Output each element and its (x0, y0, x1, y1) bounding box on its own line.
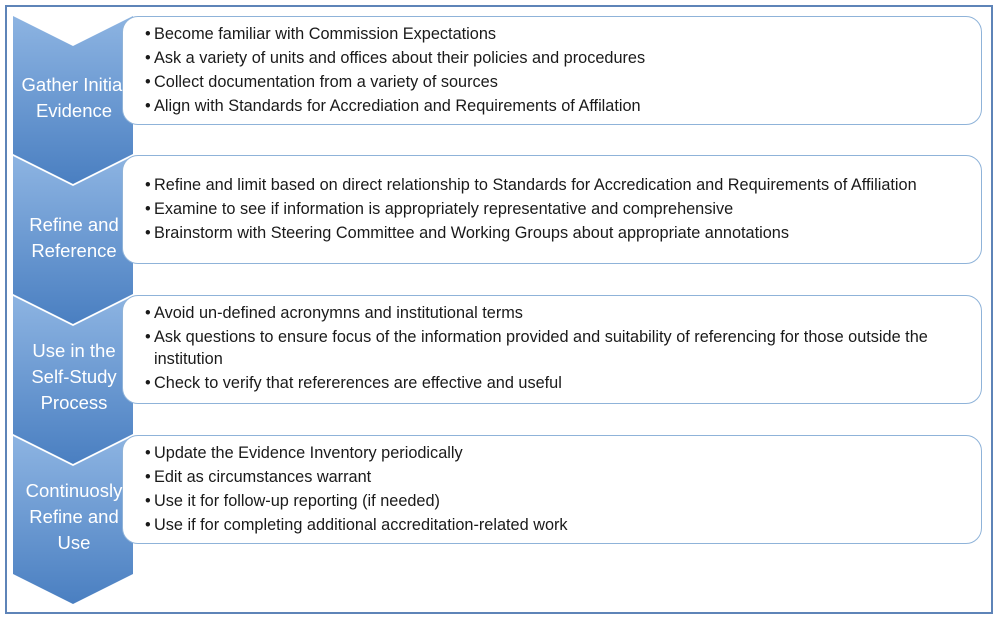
step-3-box (122, 295, 982, 404)
step-2-bullets (145, 174, 973, 244)
bullet-item: • Collect documentation from a variety of sources (145, 71, 973, 93)
step-2-box (122, 155, 982, 264)
step-3-label: Use in the Self-Study Process (31, 340, 117, 413)
step-1-bullets (145, 23, 973, 117)
bullet-item: • Update the Evidence Inventory periodically (145, 442, 973, 464)
bullet-item: • Align with Standards for Accrediation and Requirements of Affilation (145, 95, 973, 117)
bullet-item: • Become familiar with Commission Expectations (145, 23, 973, 45)
step-4-label: Continuosly Refine and Use (25, 480, 123, 553)
step-1-box (122, 16, 982, 125)
bullet-item: • Avoid un-defined acronymns and institutional terms (145, 302, 973, 324)
bullet-item: • Refine and limit based on direct relationship to Standards for Accredication and Requirements of Affiliation (145, 174, 973, 196)
bullet-item: • Examine to see if information is appropriately representative and comprehensive (145, 198, 973, 220)
step-2-label: Refine and Reference (29, 214, 119, 261)
step-4-bullets (145, 442, 973, 536)
bullet-item: • Ask a variety of units and offices about their policies and procedures (145, 47, 973, 69)
bullet-item: • Use it for follow-up reporting (if needed) (145, 490, 973, 512)
bullet-item: • Use if for completing additional accreditation-related work (145, 514, 973, 536)
step-4-box (122, 435, 982, 544)
bullet-item: • Brainstorm with Steering Committee and Working Groups about appropriate annotations (145, 222, 973, 244)
bullet-item: • Check to verify that refererences are effective and useful (145, 372, 973, 394)
bullet-item: • Ask questions to ensure focus of the information provided and suitability of referencing for those outside the institution (145, 326, 973, 370)
step-1-label: Gather Initial Evidence (21, 74, 127, 121)
step-3-bullets (145, 302, 973, 394)
bullet-item: • Edit as circumstances warrant (145, 466, 973, 488)
